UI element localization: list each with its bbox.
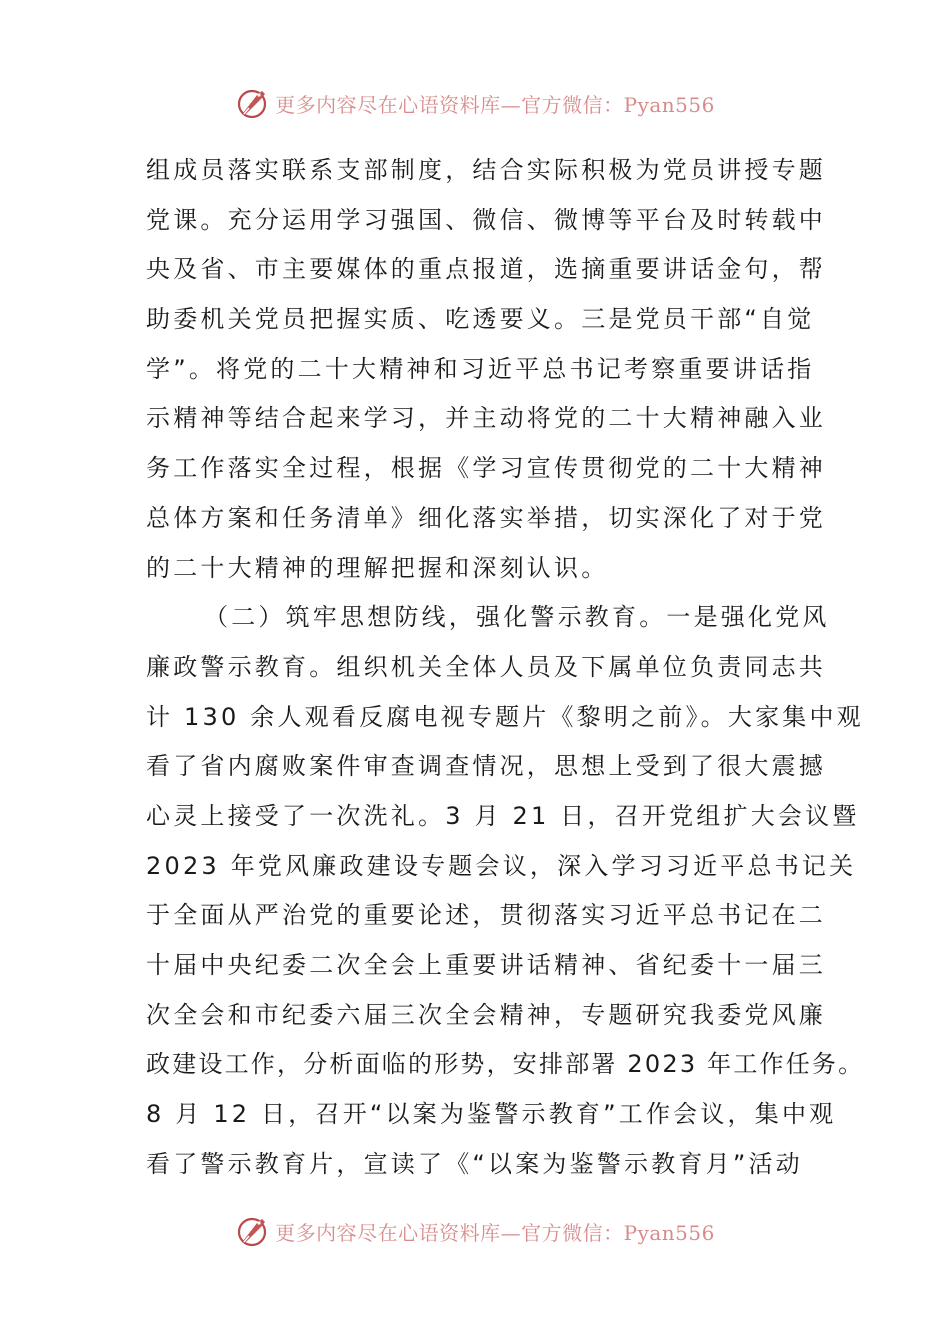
body-line: 示精神等结合起来学习，并主动将党的二十大精神融入业: [146, 404, 826, 433]
body-line: 组成员落实联系支部制度，结合实际积极为党员讲授专题: [146, 156, 826, 184]
body-line: 计 130 余人观看反腐电视专题片《黎明之前》。大家集中观: [146, 702, 864, 731]
body-line: 看了警示教育片，宣读了《“以案为鉴警示教育月”活动: [146, 1149, 803, 1178]
body-line: 十届中央纪委二次全会上重要讲话精神、省纪委十一届三: [146, 951, 826, 979]
body-line: 央及省、市主要媒体的重点报道，选摘重要讲话金句，帮: [146, 255, 826, 284]
document-body: [146, 146, 865, 1189]
body-line: 学”。将党的二十大精神和习近平总书记考察重要讲话指: [146, 354, 815, 383]
body-line: 于全面从严治党的重要论述，贯彻落实习近平总书记在二: [146, 901, 826, 930]
body-line: 的二十大精神的理解把握和深刻认识。: [146, 553, 609, 582]
body-line: 次全会和市纪委六届三次全会精神，专题研究我委党风廉: [146, 1000, 826, 1029]
section-heading-line: （二）筑牢思想防线，强化警示教育。一是强化党风: [204, 603, 830, 632]
pen-nib-seal-icon: [235, 85, 271, 121]
body-line: 心灵上接受了一次洗礼。3 月 21 日，召开党组扩大会议暨: [146, 801, 860, 830]
body-line: 务工作落实全过程，根据《学习宣传贯彻党的二十大精神: [146, 454, 826, 483]
pen-nib-seal-icon: [235, 1213, 271, 1249]
body-line: 总体方案和任务清单》细化落实举措，切实深化了对于党: [146, 503, 826, 532]
body-line: 8 月 12 日，召开“以案为鉴警示教育”工作会议，集中观: [146, 1100, 837, 1129]
body-line: 看了省内腐败案件审查调查情况，思想上受到了很大震撼: [146, 752, 826, 781]
body-line: 廉政警示教育。组织机关全体人员及下属单位负责同志共: [146, 652, 826, 681]
watermark-text: 更多内容尽在心语资料库—官方微信：Pyan556: [275, 92, 715, 117]
body-line: 党课。充分运用学习强国、微信、微博等平台及时转载中: [146, 205, 826, 234]
footer-watermark: [0, 1211, 950, 1251]
watermark-text: 更多内容尽在心语资料库—官方微信：Pyan556: [275, 1220, 715, 1245]
header-watermark: [0, 83, 950, 123]
body-line: 政建设工作，分析面临的形势，安排部署 2023 年工作任务。: [146, 1050, 865, 1079]
body-line: 2023 年党风廉政建设专题会议，深入学习习近平总书记关: [146, 851, 857, 880]
body-line: 助委机关党员把握实质、吃透要义。三是党员干部“自觉: [146, 305, 815, 334]
